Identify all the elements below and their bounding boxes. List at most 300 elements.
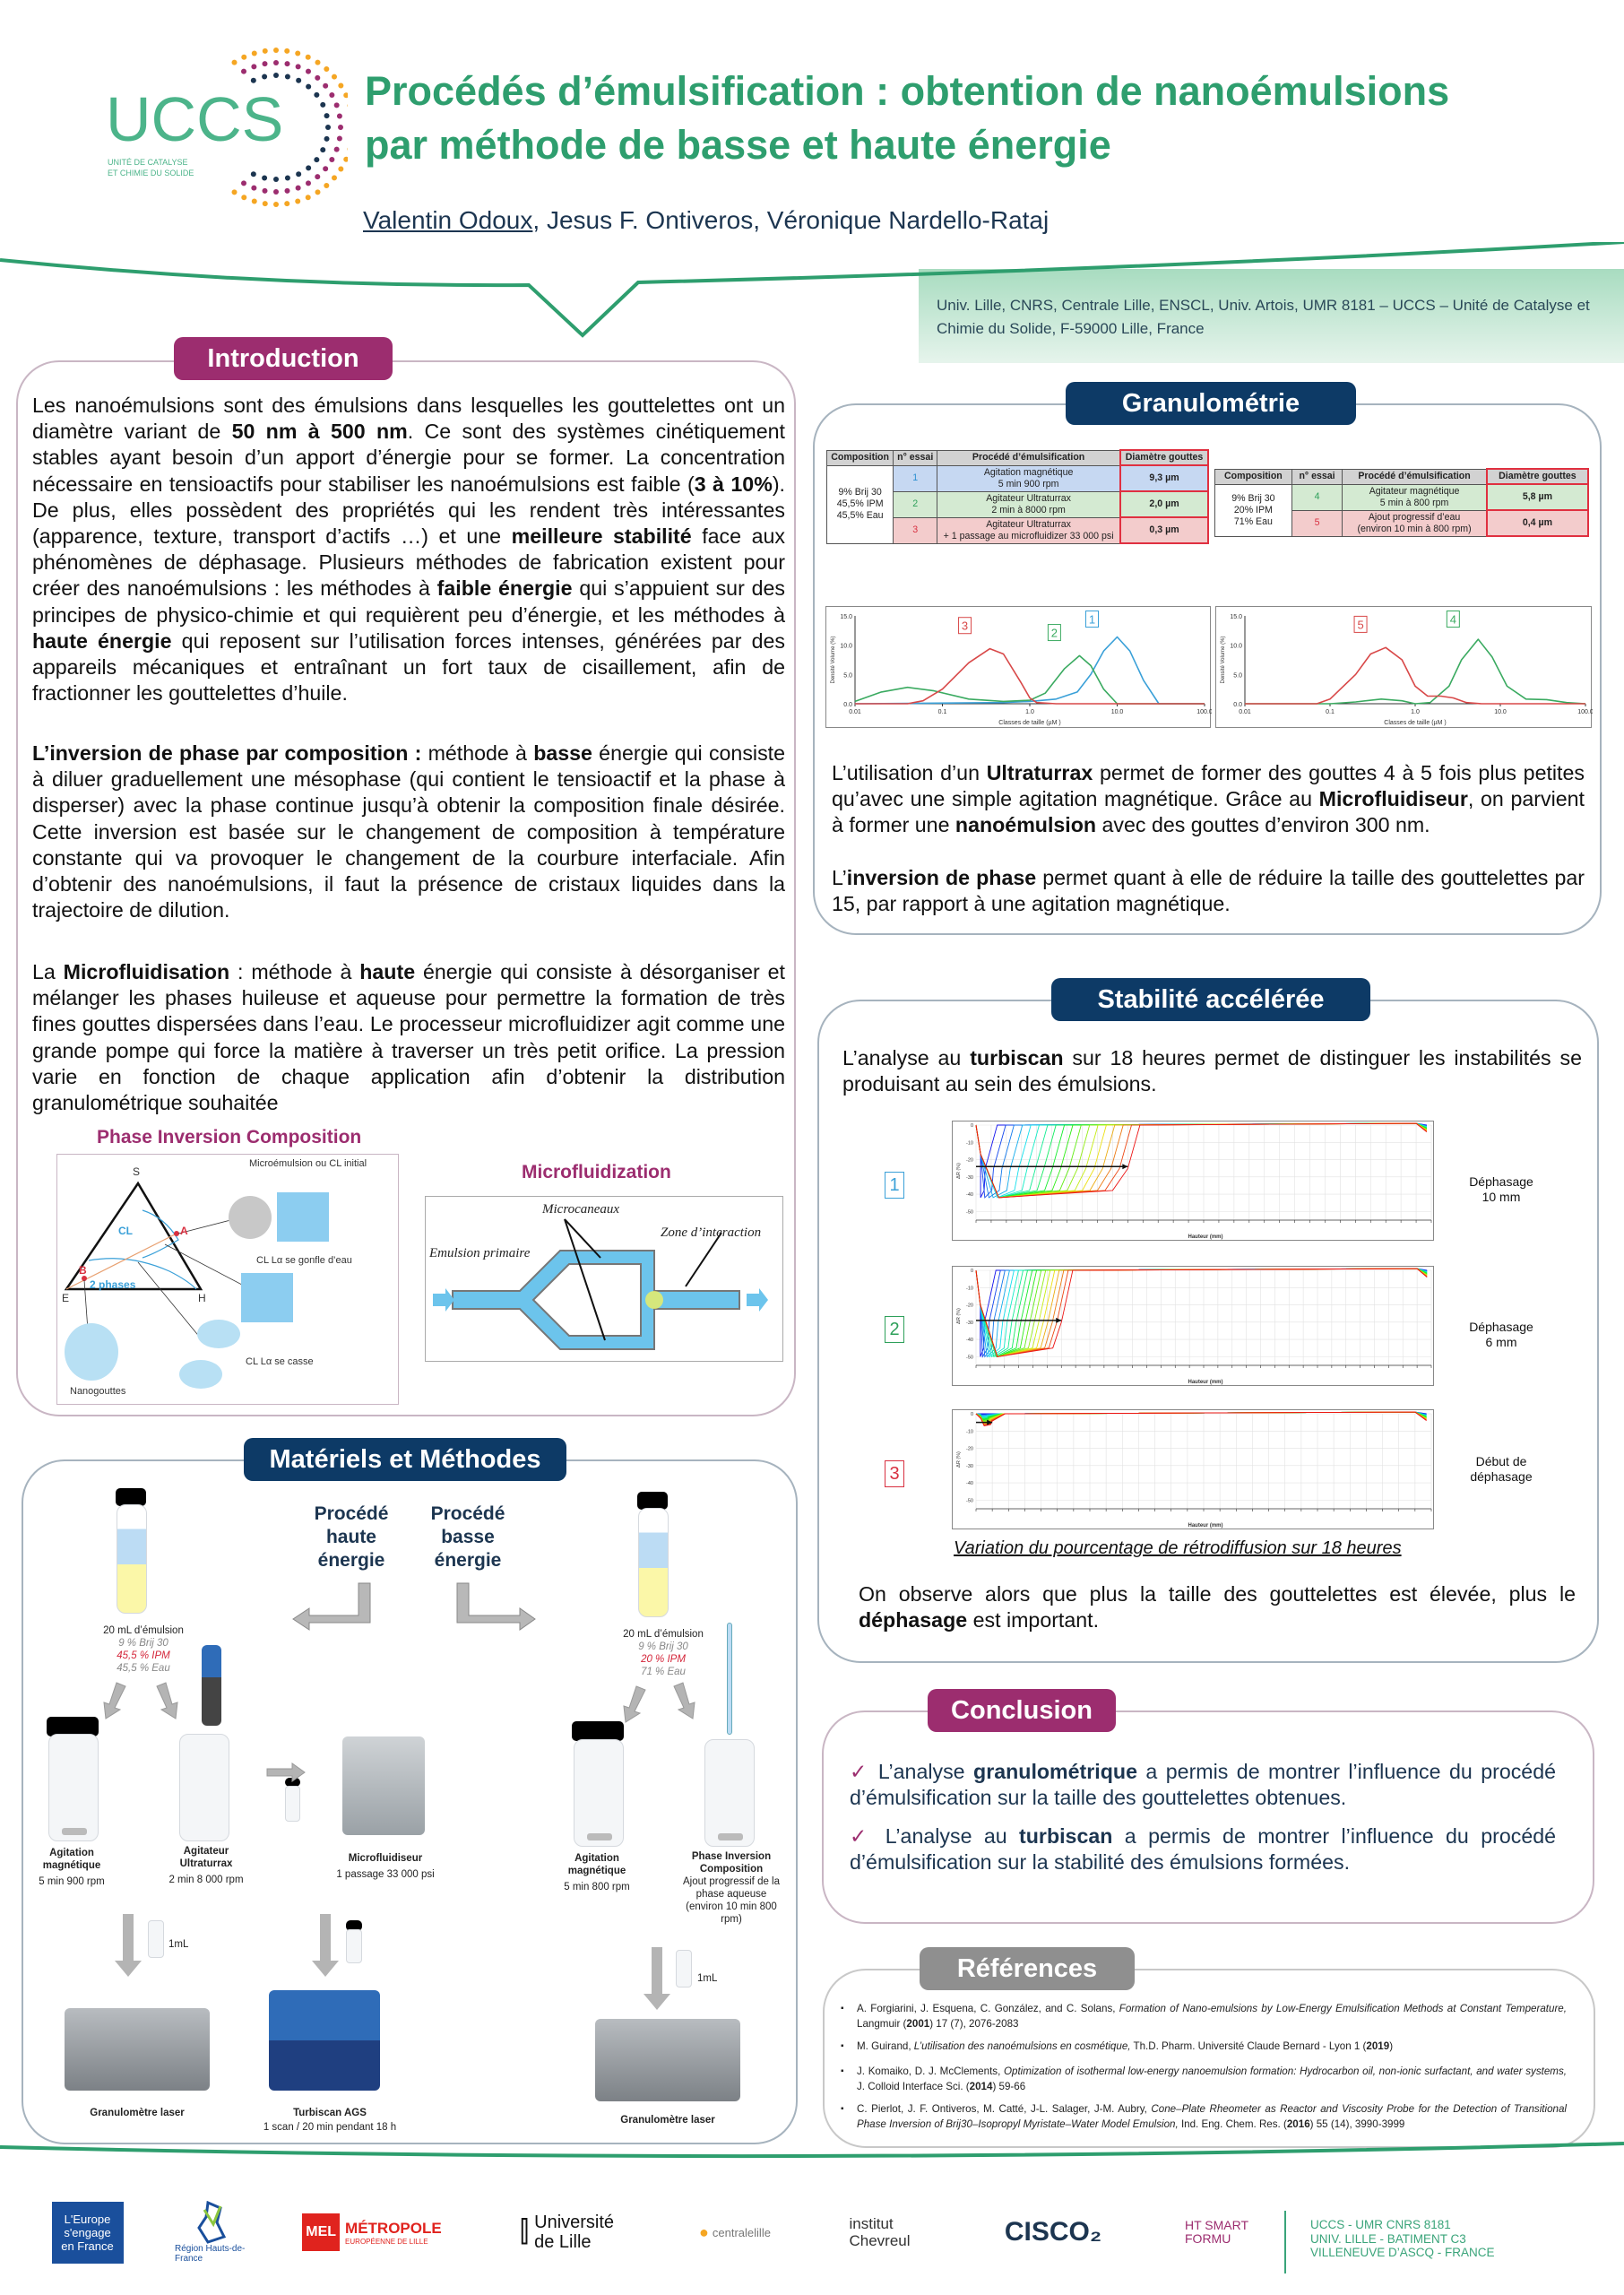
y-tick-label: -10: [966, 1286, 973, 1292]
scan-curve: [976, 1123, 1427, 1198]
y-tick-label: -30: [966, 1463, 973, 1469]
intro-paragraph-1: Les nanoémulsions sont des émulsions dans lesquelles les gouttelettes ont un diamètre variant de 50 nm à 500 nm. Ce sont des systèmes cinétiquement stables ayant besoin d’un apport d’énergie pour se former. La concentration nécessaire en tensioactifs pour stabiliser les nanoémulsions est faible (3 à 10%). De plus, elles possèdent des propriétés qui les rendent très intéressantes (apparence, texture, transport d’actifs …) et une meilleure stabilité face aux phénomènes de déphasage. Plusieurs méthodes de fabrication existent pour créer des nanoémulsions : les méthodes à faible énergie qui s’appuient sur des principes de physico-chimie et qui requièrent peu d’énergie, et les méthodes à haute énergie qui reposent sur l’utilisation forces intenses, générées par des appareils mécaniques et entraînant un fort taux de cisaillement, afin de fractionner les gouttelettes d’huile.: [32, 394, 785, 706]
logo-dot: [285, 61, 290, 66]
scan-curve: [976, 1123, 1427, 1198]
conclusion-panel: [822, 1710, 1594, 1924]
step-title: Agitation magnétique: [42, 1848, 101, 1871]
footer-separator: [1284, 2211, 1286, 2273]
step-title: Microfluidiseur: [348, 1853, 423, 1864]
title-line-2: par méthode de basse et haute énergie: [365, 122, 1111, 168]
scan-curve: [976, 1269, 1427, 1356]
label-microchannels: Microcaneaux: [542, 1202, 620, 1217]
process-cell: Agitation magnétique 5 min 900 rpm: [937, 465, 1120, 491]
results-table-low-energy: [1214, 468, 1589, 537]
col-process: Procédé d’émulsification: [937, 450, 1120, 465]
logo-dot: [241, 55, 246, 60]
scan-curve: [976, 1123, 1427, 1198]
y-axis-label: ΔR (%): [956, 1308, 962, 1324]
label-swell: CL Lα se gonfle d’eau: [256, 1255, 352, 1266]
right-brij: 9 % Brij 30: [638, 1641, 688, 1652]
logo-dot: [284, 201, 289, 206]
logo-dot: [320, 102, 325, 108]
step-title: Phase Inversion Composition: [691, 1851, 772, 1875]
logo-dot: [273, 189, 279, 195]
col-trial: n° essai: [1291, 469, 1342, 484]
pic-figure-title: Phase Inversion Composition: [97, 1127, 362, 1148]
instrument-caption-2: [254, 2107, 406, 2134]
diameter-cell: 2,0 µm: [1120, 491, 1208, 517]
y-tick-label: 15.0: [840, 614, 852, 620]
logo-subtitle-1: UNITÉ DE CATALYSE: [108, 158, 188, 167]
y-tick-label: 5.0: [1233, 672, 1242, 680]
y-tick-label: 15.0: [1230, 614, 1242, 620]
logo-dot: [295, 199, 300, 204]
label-cl: CL: [118, 1225, 133, 1237]
y-tick-label: 0.0: [843, 702, 852, 708]
series-3-line: [855, 649, 1205, 704]
logo-dot: [315, 174, 320, 179]
step-vial-magnetic-low: [574, 1739, 624, 1847]
presenting-author: Valentin Odoux: [363, 206, 533, 234]
turbiscan-plot-2: [952, 1266, 1434, 1386]
x-tick-label: 0.1: [1326, 709, 1335, 715]
label-s: S: [133, 1165, 141, 1178]
size-distribution-chart-1: [825, 606, 1211, 728]
step-caption-3: [323, 1852, 448, 1881]
vial-cap: [572, 1721, 624, 1741]
logo-dot: [329, 157, 334, 162]
pic-ternary-diagram: [56, 1154, 399, 1405]
x-axis-label: Hauteur (mm): [1188, 1234, 1223, 1240]
y-tick-label: -20: [966, 1446, 973, 1452]
step-vial-ultraturrax: [179, 1734, 229, 1841]
reference-item: ▪ A. Forgiarini, J. Esquena, C. González, and C. Solans, Formation of Nano-emulsions by Low-Energy Emulsification Methods at Constant Temperature, Langmuir (2001) 17 (7), 2076-2083: [841, 2001, 1567, 2031]
granulometry-paragraph-2: L’inversion de phase permet quant à elle de réduire la taille des gouttelettes par 15, par rapport à une agitation magnétique.: [832, 866, 1585, 916]
logo-dot: [306, 84, 311, 90]
logo-europe: [49, 2201, 125, 2264]
results-table-high-energy: [826, 449, 1209, 544]
instrument-title: Granulomètre laser: [90, 2108, 185, 2118]
lamellar-swollen: [241, 1273, 293, 1322]
y-tick-label: 5.0: [843, 672, 852, 680]
x-tick-label: 0.1: [937, 709, 947, 715]
title-line-1: Procédés d’émulsification : obtention de nanoémulsions: [365, 68, 1450, 114]
y-tick-label: -40: [966, 1481, 973, 1487]
laser-granulometer-right: [595, 2019, 740, 2101]
logo-dot: [324, 136, 330, 142]
scan-curve: [976, 1269, 1427, 1356]
series-3-label: 3: [961, 619, 969, 633]
sample-tube: [148, 1920, 164, 1958]
footer-address: UCCS - UMR CNRS 8181 UNIV. LILLE - BATIMENT C3 VILLENEUVE D’ASCQ - FRANCE: [1310, 2218, 1495, 2259]
y-tick-label: 0: [970, 1412, 973, 1417]
logo-dot: [262, 176, 267, 181]
x-tick-label: 0.01: [1239, 709, 1251, 715]
logo-dot: [273, 73, 279, 78]
logo-dot: [285, 176, 290, 181]
label-b: B: [79, 1264, 87, 1277]
x-axis-label: Hauteur (mm): [1188, 1380, 1223, 1385]
logo-dot: [262, 61, 267, 66]
turbiscan-plot-1: [952, 1121, 1434, 1241]
scan-curve: [976, 1269, 1427, 1356]
logo-dot: [315, 189, 320, 195]
logo-dot: [314, 92, 319, 98]
logo-dot: [324, 66, 329, 72]
check-icon: ✓: [850, 1824, 885, 1848]
turbiscan-plot-3: [952, 1409, 1434, 1529]
lamellar-breaking-1: [197, 1320, 240, 1348]
poster-title: [365, 65, 1611, 172]
trial-number: 2: [894, 491, 937, 517]
logo-dot: [232, 60, 238, 65]
scan-curve: [976, 1412, 1427, 1425]
logo-europe-text: L'Europe s'engage en France: [52, 2202, 124, 2264]
step-title: Agitation magnétique: [567, 1853, 626, 1876]
logo-dot: [323, 83, 328, 89]
logo-dot: [338, 166, 343, 171]
arrow-low-energy: [457, 1583, 535, 1630]
series-4-line: [1245, 639, 1585, 704]
scan-curve: [976, 1269, 1427, 1356]
arrow-down: [320, 1914, 331, 1961]
scan-number-3: 3: [885, 1460, 904, 1487]
y-axis-label: Densité Volume (%): [831, 636, 836, 684]
step-caption-1: [27, 1847, 117, 1888]
logo-region-text: Région Hauts-de-France: [175, 2244, 246, 2264]
outflow-arrow: [747, 1288, 768, 1312]
microfluidizer-svg: [426, 1197, 784, 1363]
y-tick-label: -30: [966, 1174, 973, 1181]
left-ipm: 45,5 % IPM: [117, 1650, 170, 1661]
step-title: Agitateur Ultraturrax: [179, 1846, 233, 1869]
logo-dot: [334, 147, 340, 152]
x-axis-label: Classes de taille (µM ): [1384, 720, 1447, 726]
scan-curve: [976, 1269, 1427, 1356]
trial-number: 5: [1291, 510, 1342, 536]
composition-cell: 9% Brij 30 20% IPM 71% Eau: [1215, 484, 1292, 536]
series-5-line: [1245, 647, 1585, 704]
footer-divider-curve: [0, 2138, 1624, 2165]
y-tick-label: -10: [966, 1429, 973, 1435]
step-vial-small: [285, 1786, 300, 1822]
series-4-label: 4: [1449, 612, 1456, 627]
table-header-row: [1215, 469, 1589, 484]
logo-dot: [251, 78, 256, 83]
region-map-icon: [190, 2201, 231, 2244]
label-h: H: [198, 1292, 206, 1304]
scan-label-1: Déphasage 10 mm: [1469, 1174, 1533, 1204]
instrument-caption-3: [600, 2114, 735, 2126]
sample-tube: [676, 1950, 692, 1988]
stability-paragraph-1: L’analyse au turbiscan sur 18 heures permet de distinguer les instabilités se produisant au sein des émulsions.: [842, 1046, 1582, 1096]
y-tick-label: -30: [966, 1320, 973, 1326]
col-diameter: Diamètre gouttes: [1120, 450, 1208, 465]
chart-2-svg: [1216, 607, 1593, 729]
process-cell: Agitateur Ultraturrax 2 min à 8000 rpm: [937, 491, 1120, 517]
turbiscan-svg-1: [953, 1122, 1435, 1242]
logo-dot: [273, 48, 279, 53]
logo-dot: [306, 195, 311, 200]
label-e: E: [62, 1292, 70, 1304]
step-vial-pic: [704, 1739, 755, 1847]
col-composition: Composition: [1215, 469, 1292, 484]
col-diameter: Diamètre gouttes: [1487, 469, 1588, 484]
step-caption-5: [679, 1850, 783, 1926]
conclusion-text: L’analyse au turbiscan a permis de montrer l’influence du procédé d’émulsification sur la stabilité des émulsions formées.: [850, 1824, 1557, 1875]
burette: [727, 1623, 732, 1735]
step-detail: 2 min 8 000 rpm: [168, 1875, 244, 1885]
x-tick-label: 100.0: [1196, 709, 1212, 715]
label-primary-emulsion: Emulsion primaire: [429, 1246, 531, 1260]
logo-centrale-lille: ● centralelille: [699, 2222, 771, 2241]
scan-curve: [976, 1123, 1427, 1198]
methods-heading: Matériels et Méthodes: [244, 1438, 566, 1481]
scan-curve: [976, 1269, 1427, 1356]
scan-curve: [976, 1269, 1427, 1356]
right-emulsion-caption: [609, 1628, 717, 1678]
scan-number-1: 1: [885, 1172, 904, 1199]
turbiscan-caption: Variation du pourcentage de rétrodiffusion sur 18 heures: [954, 1538, 1402, 1558]
left-water: 45,5 % Eau: [117, 1663, 170, 1674]
laser-granulometer-left: [65, 2008, 210, 2091]
trial-number: 4: [1291, 484, 1342, 510]
vial-cap: [116, 1488, 146, 1506]
logo-dot: [263, 48, 268, 54]
logo-dot: [343, 92, 348, 98]
scan-curve: [976, 1123, 1427, 1198]
left-brij: 9 % Brij 30: [118, 1638, 168, 1649]
scan-curve: [976, 1123, 1427, 1198]
step-detail: 1 passage 33 000 psi: [336, 1869, 435, 1880]
granulometry-paragraph-1: L’utilisation d’un Ultraturrax permet de former des gouttes 4 à 5 fois plus petites qu’avec une simple agitation magnétique. Grâce au Microfluidiseur, on parvient à former une nanoémulsion avec des gouttes d’environ 300 nm.: [832, 761, 1585, 837]
y-tick-label: -20: [966, 1157, 973, 1164]
vial-cap: [637, 1492, 668, 1510]
step-caption-2: [161, 1845, 251, 1886]
scan-curve: [976, 1123, 1427, 1198]
y-axis-label: Densité Volume (%): [1221, 636, 1226, 684]
instrument-title: Granulomètre laser: [620, 2115, 715, 2126]
reference-item: ▪ C. Pierlot, J. F. Ontiveros, M. Catté, J-L. Salager, J-M. Aubry, Cone–Plate Rheometer as Reactor and Viscosity Probe for the Detection of Transitional Phase Inversion of Brij30–Isopropyl Myristate–Water Model Emulsion, Ind. Eng. Chem. Res. (2016) 55 (14), 3990-3999: [841, 2101, 1567, 2132]
series-1-line: [855, 637, 1205, 705]
logo-dot: [232, 189, 238, 195]
scan-curve: [976, 1269, 1427, 1356]
right-water: 71 % Eau: [641, 1667, 686, 1677]
diameter-cell: 0,3 µm: [1120, 517, 1208, 543]
diameter-cell: 9,3 µm: [1120, 465, 1208, 491]
y-tick-label: -50: [966, 1209, 973, 1216]
scan-curve: [976, 1269, 1427, 1356]
logo-dot: [241, 69, 246, 74]
scan-label-2: Déphasage 6 mm: [1469, 1320, 1533, 1349]
logo-dot: [296, 186, 301, 191]
conclusion-item-1: [850, 1759, 1556, 1811]
table-row: [1215, 484, 1589, 510]
lamellar-initial: [277, 1192, 329, 1242]
reference-item: ▪ M. Guirand, L’utilisation des nanoémulsions en cosmétique, Th.D. Pharm. Université Claude Bernard - Lyon 1 (2019): [841, 2039, 1567, 2054]
conclusion-heading: Conclusion: [928, 1689, 1116, 1732]
logo-universite-lille: ⫿ Université de Lille: [519, 2213, 615, 2252]
scan-curve: [976, 1269, 1427, 1356]
turbiscan-svg-3: [953, 1410, 1435, 1530]
scan-curve: [976, 1123, 1427, 1198]
col-process: Procédé d’émulsification: [1343, 469, 1487, 484]
left-volume: 20 mL d’émulsion: [103, 1625, 184, 1636]
logo-dot: [284, 48, 289, 54]
trial-number: 1: [894, 465, 937, 491]
mf-figure-title: Microfluidization: [522, 1162, 671, 1182]
uccs-logo: [106, 47, 348, 208]
logo-dot: [324, 183, 329, 188]
logo-institut-chevreul: institut Chevreul: [849, 2215, 911, 2249]
logo-dot: [338, 125, 343, 130]
logo-dot: [273, 202, 279, 207]
series-1-label: 1: [1088, 612, 1096, 627]
instrument-title: Turbiscan AGS: [293, 2108, 367, 2118]
logo-dot: [306, 165, 311, 170]
scan-curve: [976, 1269, 1427, 1356]
logo-text: UCCS: [106, 84, 284, 154]
inflow-arrow: [433, 1288, 454, 1312]
logo-dot: [334, 102, 340, 108]
col-trial: n° essai: [894, 450, 937, 465]
ultraturrax-device: [202, 1645, 221, 1726]
emulsion-vial-low: [638, 1508, 669, 1617]
process-cell: Ajout progressif d’eau (environ 10 min à 800 rpm): [1343, 510, 1487, 536]
logo-dot: [337, 113, 342, 118]
x-tick-label: 1.0: [1025, 709, 1034, 715]
affiliation: Univ. Lille, CNRS, Centrale Lille, ENSCL, Univ. Artois, UMR 8181 – UCCS – Unité de Catalyse et Chimie du Solide, F-59000 Lille, France: [937, 297, 1590, 337]
diameter-cell: 0,4 µm: [1487, 510, 1588, 536]
y-tick-label: 0.0: [1233, 702, 1242, 708]
introduction-heading: Introduction: [174, 337, 393, 380]
logo-dot: [338, 83, 343, 89]
logo-dot: [295, 50, 300, 56]
x-tick-label: 10.0: [1494, 709, 1507, 715]
interaction-zone: [645, 1291, 663, 1309]
arrow-down: [652, 1947, 662, 1994]
logo-dot: [306, 55, 311, 60]
table-row: [827, 465, 1209, 491]
logo-dot: [343, 157, 348, 162]
microfluidizer-device: [342, 1736, 425, 1835]
scan-curve: [976, 1269, 1427, 1356]
scan-label-3: Début de déphasage: [1470, 1454, 1533, 1484]
trial-number: 3: [894, 517, 937, 543]
logo-dot: [251, 186, 256, 191]
logo-mel: MEL MÉTROPOLE EUROPÉENNE DE LILLE: [296, 2201, 448, 2264]
composition-cell: 9% Brij 30 45,5% IPM 45,5% Eau: [827, 465, 894, 543]
x-tick-label: 100.0: [1577, 709, 1593, 715]
logo-ht-smart-formu: HT SMART FORMU: [1185, 2218, 1248, 2246]
step-detail: 5 min 900 rpm: [39, 1876, 105, 1887]
y-axis-label: ΔR (%): [956, 1163, 962, 1179]
microemulsion-circle: [229, 1196, 272, 1239]
logo-dot: [273, 177, 279, 182]
scan-curve: [976, 1123, 1427, 1198]
x-tick-label: 1.0: [1411, 709, 1420, 715]
logo-dot: [262, 74, 267, 79]
scan-curve: [976, 1123, 1427, 1198]
reference-item: ▪ J. Komaiko, D. J. McClements, Optimization of isothermal low-energy nanoemulsion formation: Hydrocarbon oil, non-ionic surfactant, and water systems, J. Colloid Interface Sci. (2014) 59-66: [841, 2064, 1567, 2094]
logo-dot: [285, 188, 290, 194]
label-nanodroplets: Nanogouttes: [70, 1386, 126, 1397]
y-tick-label: 0: [970, 1269, 973, 1274]
x-tick-label: 10.0: [1110, 709, 1124, 715]
logo-dot: [320, 147, 325, 152]
y-tick-label: -40: [966, 1192, 973, 1199]
label-a: A: [180, 1225, 188, 1237]
logo-region: [175, 2201, 246, 2264]
scan-curve: [976, 1123, 1427, 1198]
col-composition: Composition: [827, 450, 894, 465]
logo-dot: [315, 60, 320, 65]
lamellar-breaking-2: [179, 1360, 222, 1389]
right-ipm: 20 % IPM: [641, 1654, 686, 1665]
right-volume: 20 mL d’émulsion: [623, 1629, 704, 1640]
y-tick-label: 10.0: [840, 643, 852, 650]
scan-curve: [976, 1123, 1427, 1198]
scan-curve: [976, 1269, 1427, 1356]
scan-curve: [976, 1123, 1427, 1198]
label-microemulsion: Microémulsion ou CL initial: [249, 1158, 367, 1169]
intro-paragraph-2: L’inversion de phase par composition : méthode à basse énergie qui consiste à diluer graduellement une mésophase (qui contient le tensioactif et la phase à disperser) avec la phase continue jusqu’à obtenir la composition finale désirée. Cette inversion est basée sur le changement de composition à température constante qui va provoquer le changement de la courbure interfaciale. Afin d’obtenir des nanoémulsions, il faut la présence de cristaux liquides dans la trajectoire de dilution.: [32, 741, 786, 922]
logo-dot: [296, 78, 301, 83]
nanodroplets-cluster: [65, 1323, 118, 1381]
y-tick-label: -50: [966, 1355, 973, 1361]
series-2-label: 2: [1050, 626, 1058, 640]
x-tick-label: 0.01: [849, 709, 861, 715]
series-5-label: 5: [1357, 618, 1364, 632]
intro-paragraph-3: La Microfluidisation : méthode à haute énergie qui consiste à désorganiser et mélanger les phases huileuse et aqueuse pour permettre la formation de très fines gouttes dispersées dans l’eau. Le processeur microfluidizer agit comme une grande pompe qui force la matière à traverser un très petit orifice. La pression varie en fonction de chaque application afin d’obtenir la distribution granulométrique souhaitée: [32, 960, 785, 1115]
step-caption-4: [552, 1852, 642, 1893]
logo-subtitle-2: ET CHIMIE DU SOLIDE: [108, 169, 194, 178]
y-tick-label: 10.0: [1230, 643, 1242, 650]
logo-dot: [315, 75, 320, 81]
logo-dot: [273, 60, 279, 65]
arrow-high-energy: [293, 1583, 370, 1630]
logo-dot: [332, 175, 337, 180]
y-tick-label: -20: [966, 1303, 973, 1309]
logo-dot: [329, 92, 334, 98]
y-tick-label: -40: [966, 1338, 973, 1344]
stability-heading: Stabilité accélérée: [1051, 978, 1370, 1021]
scan-curve: [976, 1123, 1427, 1198]
logo-dot: [285, 74, 290, 79]
scan-number-2: 2: [885, 1316, 904, 1343]
turbiscan-svg-2: [953, 1267, 1435, 1387]
authors: [363, 206, 1049, 235]
conclusion-text: L’analyse granulométrique a permis de montrer l’influence du procédé d’émulsification sur la taille des gouttelettes obtenues.: [850, 1760, 1556, 1810]
y-tick-label: 0: [970, 1123, 973, 1129]
logo-dot: [251, 64, 256, 69]
scan-curve: [976, 1123, 1427, 1198]
scan-curve: [976, 1123, 1427, 1198]
scan-curve: [976, 1269, 1427, 1356]
logo-dot: [324, 113, 330, 118]
diameter-cell: 5,8 µm: [1487, 484, 1588, 510]
scan-curve: [976, 1123, 1427, 1198]
logo-dot: [296, 64, 301, 69]
logo-dot: [252, 50, 257, 56]
label-two-phases: 2 phases: [90, 1278, 136, 1291]
emulsion-vial-high: [117, 1504, 147, 1614]
label-break: CL Lα se casse: [246, 1356, 314, 1367]
logo-dot: [263, 201, 268, 206]
logo-dot: [337, 136, 342, 142]
logo-dot: [306, 69, 311, 74]
co-authors: , Jesus F. Ontiveros, Véronique Nardello-Rataj: [532, 206, 1050, 234]
